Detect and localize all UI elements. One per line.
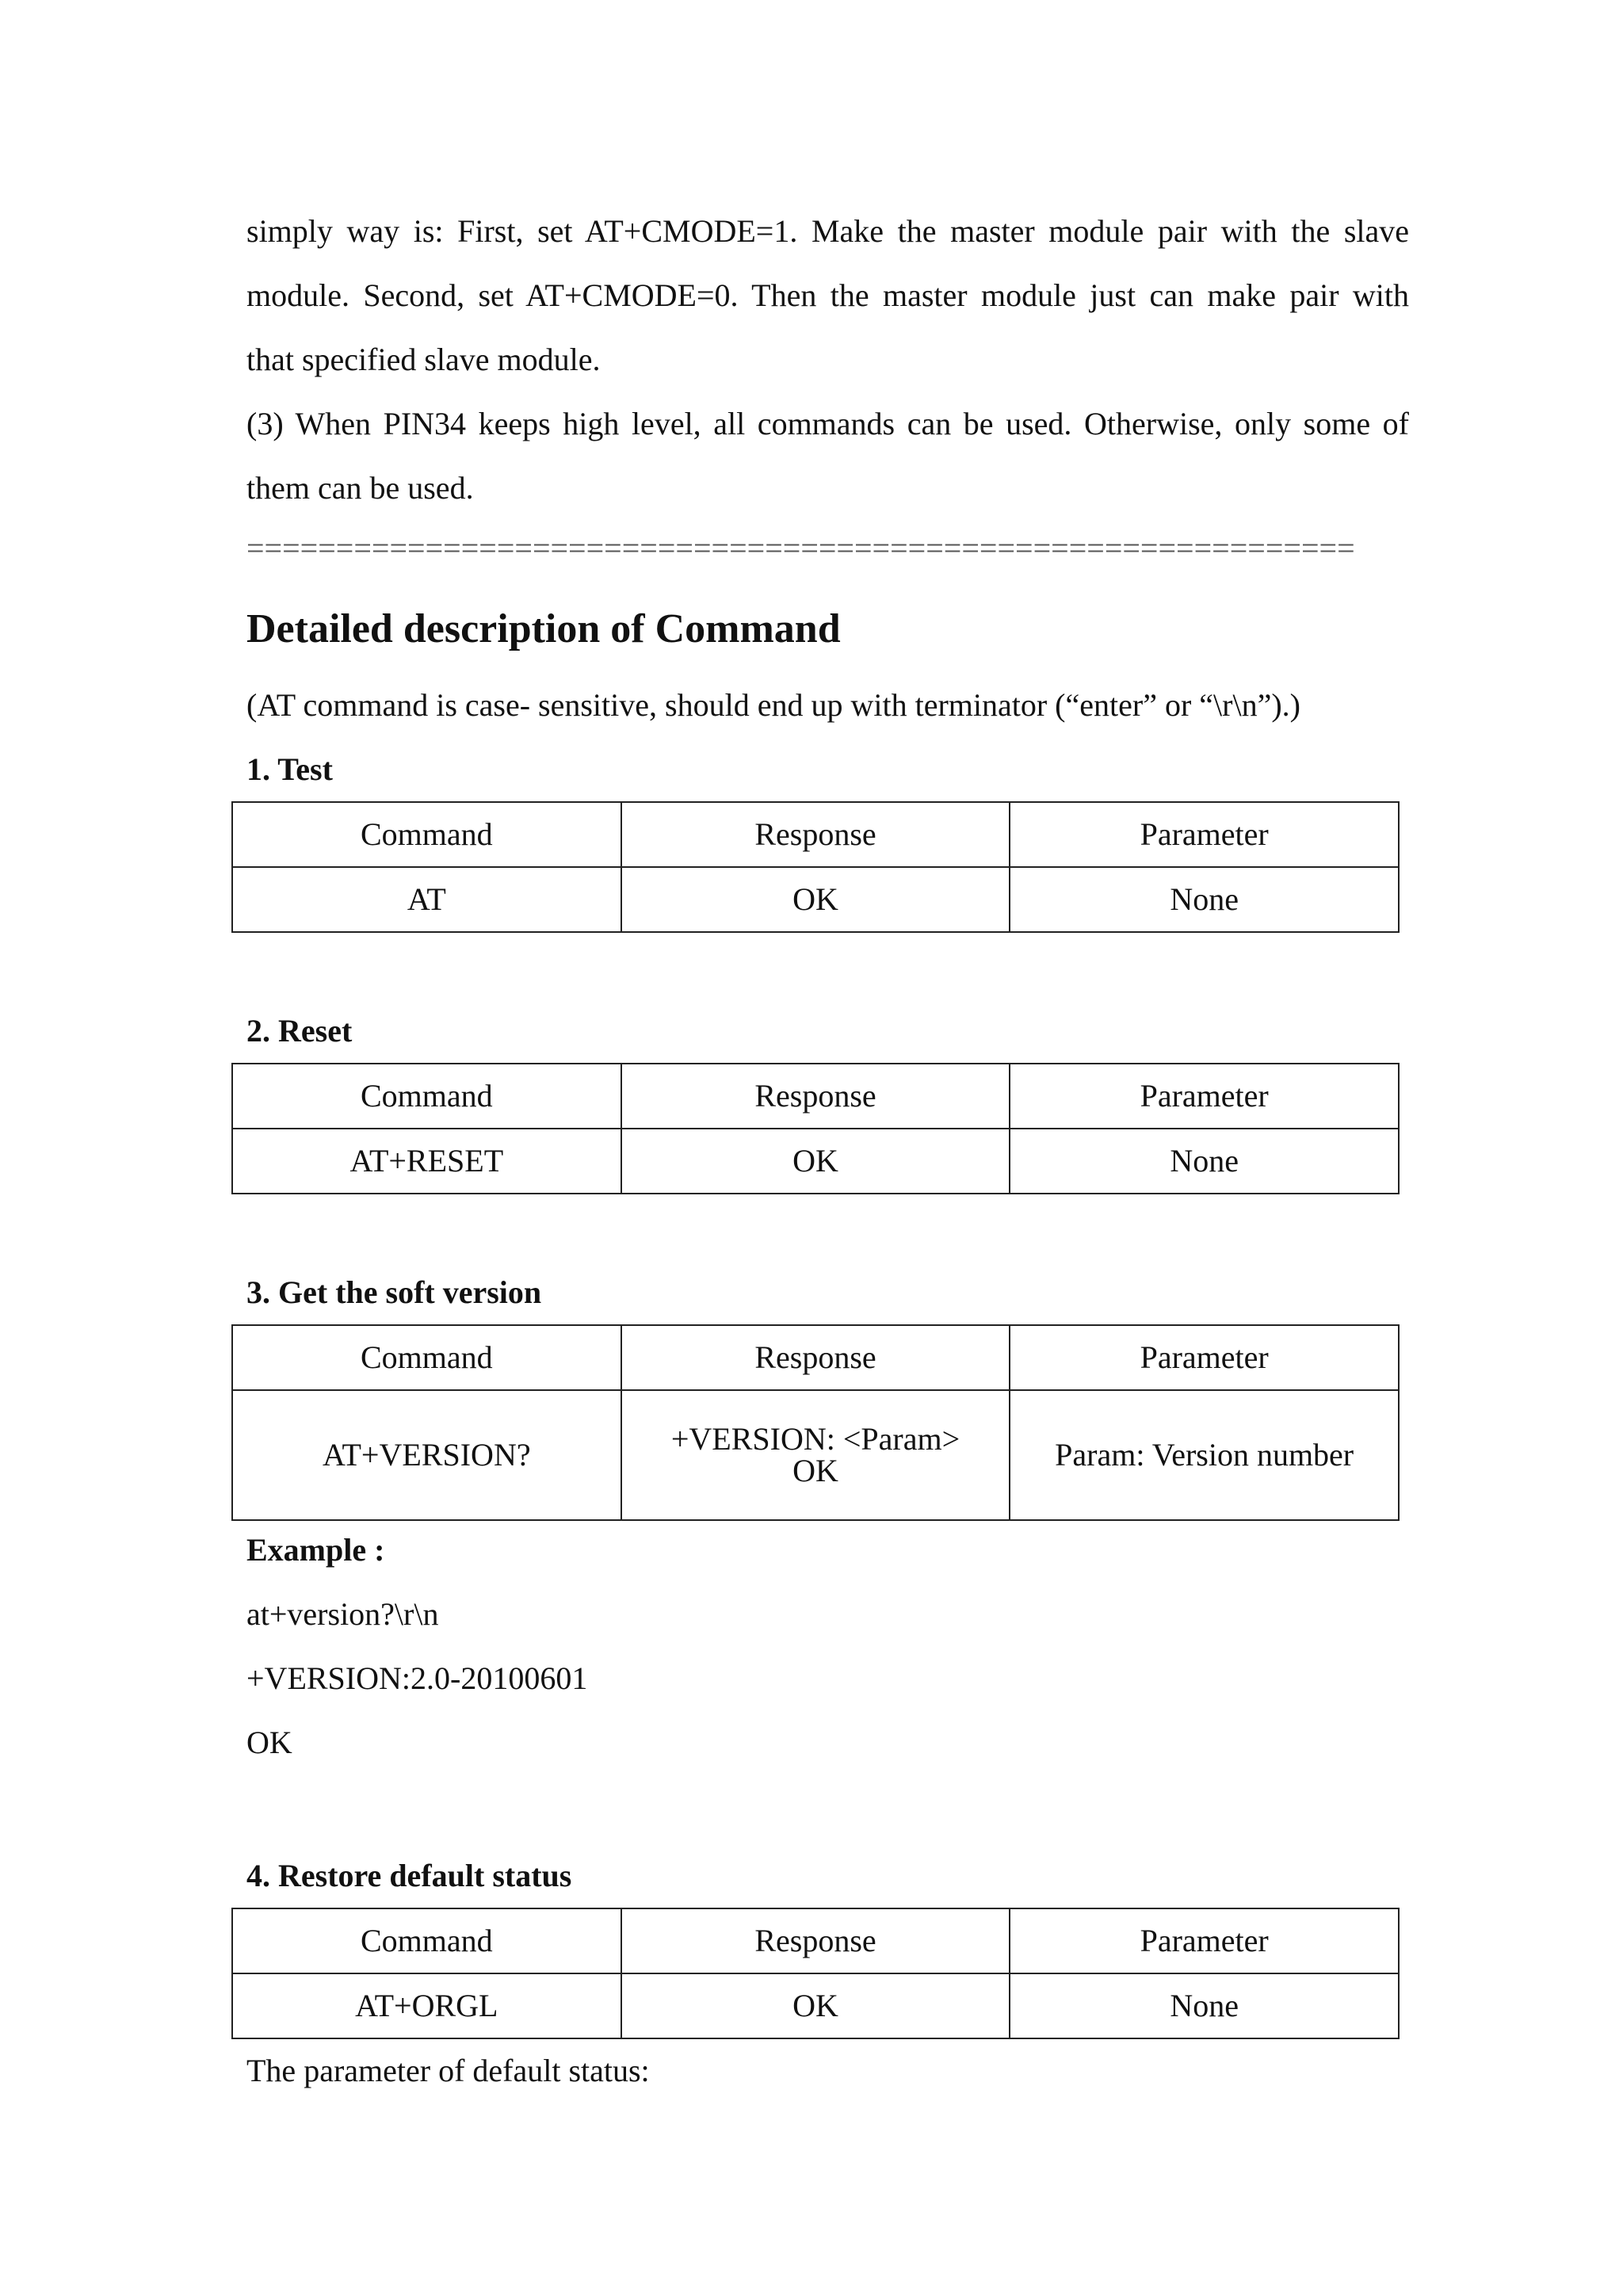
section-title-soft-version: 3. Get the soft version (246, 1274, 542, 1310)
separator-line: ============================================================== (246, 530, 1355, 566)
example-line-3: OK (246, 1725, 292, 1760)
intro-line-1: simply way is: First, set AT+CMODE=1. Make the master module pair with the slave (246, 213, 1409, 249)
table-header-row (232, 1908, 1399, 1973)
page-heading: Detailed description of Command (246, 606, 841, 651)
header-command: Command (232, 1064, 621, 1129)
header-parameter: Parameter (1010, 802, 1399, 867)
header-response: Response (621, 1325, 1010, 1390)
cell-response: OK (621, 1973, 1010, 2038)
cell-command: AT (232, 867, 621, 932)
cell-command: AT+RESET (232, 1129, 621, 1194)
cell-response: OK (621, 1129, 1010, 1194)
header-parameter: Parameter (1010, 1908, 1399, 1973)
header-response: Response (621, 1064, 1010, 1129)
table-row (232, 1390, 1399, 1520)
example-line-2: +VERSION:2.0-20100601 (246, 1660, 588, 1696)
intro-line-4: (3) When PIN34 keeps high level, all commands can be used. Otherwise, only some of (246, 406, 1409, 441)
header-response: Response (621, 802, 1010, 867)
table-row (232, 1973, 1399, 2038)
table-header-row (232, 1064, 1399, 1129)
table-header-row (232, 802, 1399, 867)
cell-response: OK (621, 867, 1010, 932)
cell-response (621, 1390, 1010, 1520)
table-header-row (232, 1325, 1399, 1390)
intro-line-2: module. Second, set AT+CMODE=0. Then the master module just can make pair with (246, 277, 1409, 313)
command-table-restore-default (231, 1908, 1400, 2039)
cell-command: AT+ORGL (232, 1973, 621, 2038)
intro-line-3: that specified slave module. (246, 342, 601, 377)
example-label: Example : (246, 1532, 385, 1568)
intro-line-5: them can be used. (246, 470, 474, 506)
command-table-soft-version (231, 1324, 1400, 1521)
cell-parameter: None (1010, 1129, 1399, 1194)
header-command: Command (232, 802, 621, 867)
section-title-test: 1. Test (246, 751, 333, 787)
response-line-ok: OK (792, 1453, 838, 1488)
header-command: Command (232, 1908, 621, 1973)
section-title-restore-default: 4. Restore default status (246, 1858, 572, 1893)
cell-parameter: None (1010, 867, 1399, 932)
header-response: Response (621, 1908, 1010, 1973)
cell-command: AT+VERSION? (232, 1390, 621, 1520)
command-table-reset (231, 1063, 1400, 1194)
header-parameter: Parameter (1010, 1064, 1399, 1129)
table-row (232, 867, 1399, 932)
default-status-text: The parameter of default status: (246, 2053, 650, 2088)
section-title-reset: 2. Reset (246, 1013, 353, 1049)
header-parameter: Parameter (1010, 1325, 1399, 1390)
table-row (232, 1129, 1399, 1194)
example-line-1: at+version?\r\n (246, 1596, 439, 1632)
cell-parameter: Param: Version number (1010, 1390, 1399, 1520)
command-table-test (231, 801, 1400, 933)
response-line-version: +VERSION: <Param> (670, 1421, 960, 1457)
cell-parameter: None (1010, 1973, 1399, 2038)
case-sensitivity-note: (AT command is case- sensitive, should end up with terminator (“enter” or “\r\n”).) (246, 687, 1300, 723)
header-command: Command (232, 1325, 621, 1390)
